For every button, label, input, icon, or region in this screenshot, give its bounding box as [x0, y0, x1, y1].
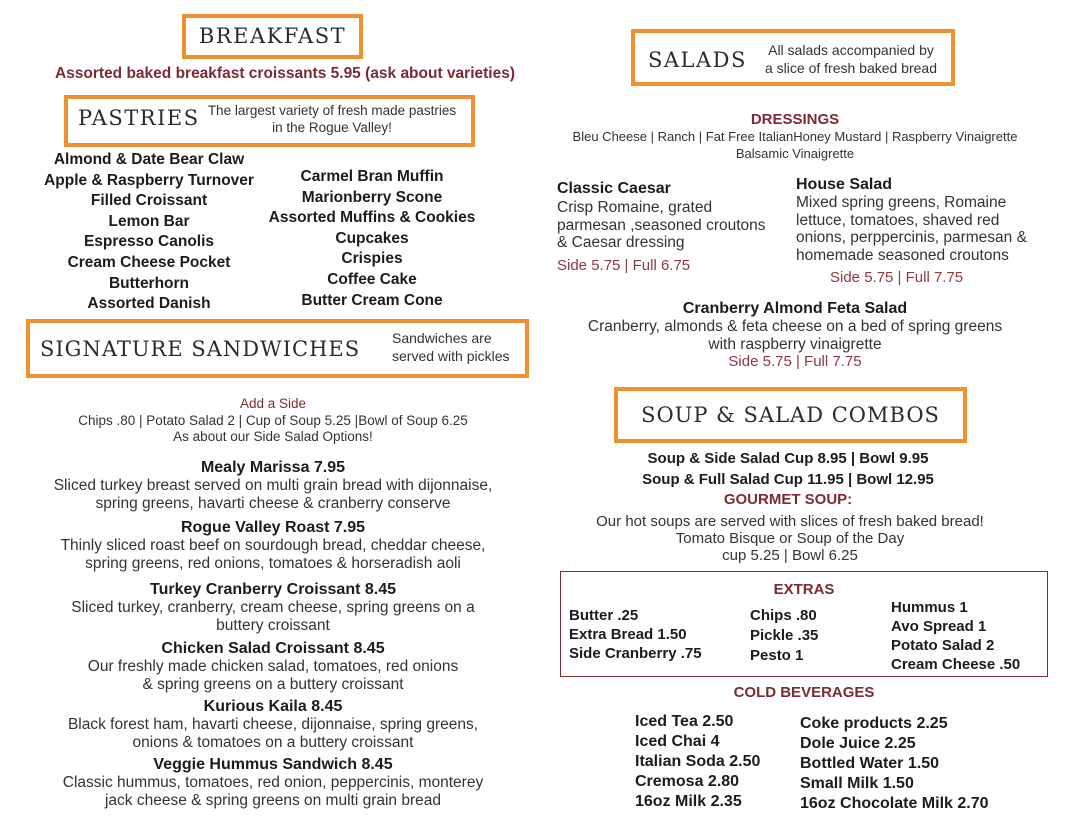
sandwiches-note-line2: served with pickles — [392, 348, 510, 364]
pastries-list-left — [24, 150, 274, 315]
combo-line: Soup & Full Salad Cup 11.95 | Bowl 12.95 — [642, 471, 934, 488]
add-a-side — [20, 396, 526, 446]
combos-prices — [560, 448, 1016, 509]
sandwich-name: Kurious Kaila 8.45 — [203, 698, 343, 715]
pastry-item: Cupcakes — [335, 229, 409, 247]
extra-item: Butter .25 — [569, 607, 639, 624]
salad-desc: Mixed spring greens, Romaine — [796, 194, 1007, 211]
beverage-item: Iced Chai 4 — [635, 733, 720, 750]
salad-name: House Salad — [796, 176, 893, 193]
salad-desc: parmesan ,seasoned croutons — [557, 216, 766, 234]
pastries-subtitle-line1: The largest variety of fresh made pastries — [207, 103, 457, 118]
pastry-item: Assorted Muffins & Cookies — [268, 209, 476, 227]
pastries-subtitle — [192, 102, 472, 136]
sandwiches-note-line1: Sandwiches are — [392, 330, 492, 346]
beverage-item: Dole Juice 2.25 — [800, 735, 916, 752]
sandwich-desc: spring greens, havarti cheese & cranberry conserve — [95, 494, 451, 512]
pastry-item: Assorted Danish — [87, 295, 211, 313]
pastry-item: Carmel Bran Muffin — [300, 168, 444, 185]
beverage-item: 16oz Chocolate Milk 2.70 — [800, 795, 989, 812]
beverage-item: Iced Tea 2.50 — [635, 713, 734, 730]
pastries-title: PASTRIES — [78, 106, 200, 130]
sandwiches-title: SIGNATURE SANDWICHES — [40, 337, 361, 361]
extras-col2 — [750, 606, 818, 666]
sandwich-list — [20, 458, 526, 811]
gourmet-soup-info — [540, 513, 1040, 564]
breakfast-title-box — [182, 14, 363, 59]
extra-item: Avo Spread 1 — [891, 618, 987, 635]
salad-desc: Cranberry, almonds & feta cheese on a bed of spring greens — [587, 318, 1003, 335]
sandwich-item — [20, 639, 526, 697]
extra-item: Hummus 1 — [891, 599, 968, 616]
sandwich-name: Veggie Hummus Sandwich 8.45 — [153, 756, 393, 773]
pastry-item: Espresso Canolis — [83, 233, 215, 251]
sandwich-item — [20, 518, 526, 580]
salad-desc: lettuce, tomatoes, shaved red — [796, 211, 1000, 229]
salad-desc: homemade seasoned croutons — [796, 246, 1009, 264]
add-side-line2: As about our Side Salad Options! — [173, 429, 373, 444]
beverage-item: Bottled Water 1.50 — [800, 755, 939, 772]
salads-title: SALADS — [648, 48, 747, 72]
soup-line: Our hot soups are served with slices of fresh baked bread! — [596, 513, 984, 530]
salad-cranberry-almond-feta — [540, 299, 1050, 370]
sandwich-desc: Our freshly made chicken salad, tomatoes, red onions — [87, 658, 459, 675]
extra-item: Extra Bread 1.50 — [569, 626, 687, 643]
extra-item: Side Cranberry .75 — [569, 645, 702, 662]
extras-heading: EXTRAS — [773, 581, 835, 598]
breakfast-croissants: Assorted baked breakfast croissants 5.95 (ask about varieties) — [54, 65, 516, 82]
sandwich-item — [20, 458, 526, 518]
soup-line: Tomato Bisque or Soup of the Day — [675, 530, 905, 547]
extras-box — [560, 571, 1048, 677]
pastry-item: Crispies — [341, 250, 403, 268]
salad-price: Side 5.75 | Full 6.75 — [557, 256, 691, 274]
pastry-item: Lemon Bar — [108, 212, 190, 230]
beverages-col1 — [635, 712, 760, 812]
extra-item: Cream Cheese .50 — [891, 656, 1021, 673]
beverage-item: 16oz Milk 2.35 — [635, 793, 742, 810]
beverages-heading: COLD BEVERAGES — [733, 684, 875, 701]
combos-title: SOUP & SALAD COMBOS — [641, 403, 940, 427]
sandwich-item — [20, 580, 526, 639]
sandwich-desc: Sliced turkey breast served on multi grain bread with dijonnaise, — [53, 477, 493, 494]
dressings — [520, 111, 1070, 162]
beverage-item: Italian Soda 2.50 — [635, 753, 761, 770]
pastries-title-box — [64, 95, 475, 147]
sandwiches-note — [392, 329, 510, 365]
sandwich-name: Rogue Valley Roast 7.95 — [180, 519, 366, 536]
sandwich-item — [20, 755, 526, 811]
dressings-heading: DRESSINGS — [750, 111, 840, 128]
salads-note-line2: a slice of fresh baked bread — [765, 60, 937, 76]
sandwich-desc: Classic hummus, tomatoes, red onion, peppercinis, monterey — [62, 774, 484, 791]
sandwich-desc: onions & tomatoes on a buttery croissant — [132, 733, 414, 751]
sandwiches-title-box — [26, 319, 529, 378]
sandwich-desc: & spring greens on a buttery croissant — [142, 675, 404, 693]
salad-desc: with raspberry vinaigrette — [708, 335, 882, 353]
salad-classic-caesar — [557, 179, 797, 274]
sandwich-desc: Black forest ham, havarti cheese, dijonnaise, spring greens, — [67, 716, 479, 733]
pastry-item: Butter Cream Cone — [301, 291, 443, 309]
salad-name: Classic Caesar — [557, 180, 671, 197]
sandwich-desc: Thinly sliced roast beef on sourdough bread, cheddar cheese, — [60, 537, 486, 554]
dressings-line2: Balsamic Vinaigrette — [735, 145, 855, 161]
salad-desc: onions, perppercinis, parmesan & — [796, 229, 1027, 246]
pastries-subtitle-line2: in the Rogue Valley! — [272, 120, 392, 135]
salad-name: Cranberry Almond Feta Salad — [682, 300, 908, 317]
sandwich-desc: buttery croissant — [216, 616, 330, 634]
gourmet-soup-heading: GOURMET SOUP: — [723, 491, 853, 508]
pastry-item: Filled Croissant — [90, 192, 208, 210]
salad-desc: & Caesar dressing — [557, 234, 685, 251]
soup-line: cup 5.25 | Bowl 6.25 — [722, 547, 858, 564]
pastry-item: Cream Cheese Pocket — [67, 253, 231, 271]
salad-desc: Crisp Romaine, grated — [557, 199, 713, 216]
combos-title-box — [614, 387, 967, 443]
sandwich-name: Chicken Salad Croissant 8.45 — [161, 640, 385, 657]
pastry-item: Marionberry Scone — [301, 188, 443, 206]
combo-line: Soup & Side Salad Cup 8.95 | Bowl 9.95 — [647, 450, 929, 467]
extras-col3 — [891, 598, 1020, 674]
pastries-list-right — [258, 167, 486, 311]
sandwich-name: Turkey Cranberry Croissant 8.45 — [149, 581, 397, 598]
salads-title-box — [631, 29, 955, 86]
sandwich-desc: Sliced turkey, cranberry, cream cheese, spring greens on a — [71, 599, 475, 616]
beverage-item: Cremosa 2.80 — [635, 773, 740, 790]
add-side-heading: Add a Side — [239, 396, 307, 411]
add-side-line1: Chips .80 | Potato Salad 2 | Cup of Soup 5.25 |Bowl of Soup 6.25 — [78, 412, 468, 428]
extras-col1 — [569, 606, 702, 663]
beverage-item: Small Milk 1.50 — [800, 775, 914, 792]
pastry-item: Apple & Raspberry Turnover — [44, 171, 254, 189]
salad-house — [796, 175, 1071, 286]
extra-item: Pesto 1 — [750, 647, 804, 664]
beverage-item: Coke products 2.25 — [800, 715, 948, 732]
breakfast-title: BREAKFAST — [198, 24, 347, 48]
salads-note — [751, 41, 951, 77]
extra-item: Potato Salad 2 — [891, 637, 995, 654]
pastry-item: Coffee Cake — [327, 270, 417, 288]
sandwich-desc: jack cheese & spring greens on multi grain bread — [104, 791, 442, 809]
sandwich-desc: spring greens, red onions, tomatoes & horseradish aoli — [85, 554, 461, 572]
salad-price: Side 5.75 | Full 7.75 — [830, 269, 964, 286]
beverages-col2 — [800, 714, 989, 814]
dressings-line1: Bleu Cheese | Ranch | Fat Free ItalianHoney Mustard | Raspberry Vinaigrette — [572, 129, 1018, 144]
extra-item: Pickle .35 — [750, 627, 819, 644]
sandwich-item — [20, 697, 526, 755]
extra-item: Chips .80 — [750, 607, 817, 624]
salads-note-line1: All salads accompanied by — [768, 42, 934, 58]
sandwich-name: Mealy Marissa 7.95 — [200, 459, 346, 476]
pastry-item: Butterhorn — [108, 274, 190, 292]
salad-price: Side 5.75 | Full 7.75 — [728, 353, 862, 370]
pastry-item: Almond & Date Bear Claw — [53, 151, 245, 168]
